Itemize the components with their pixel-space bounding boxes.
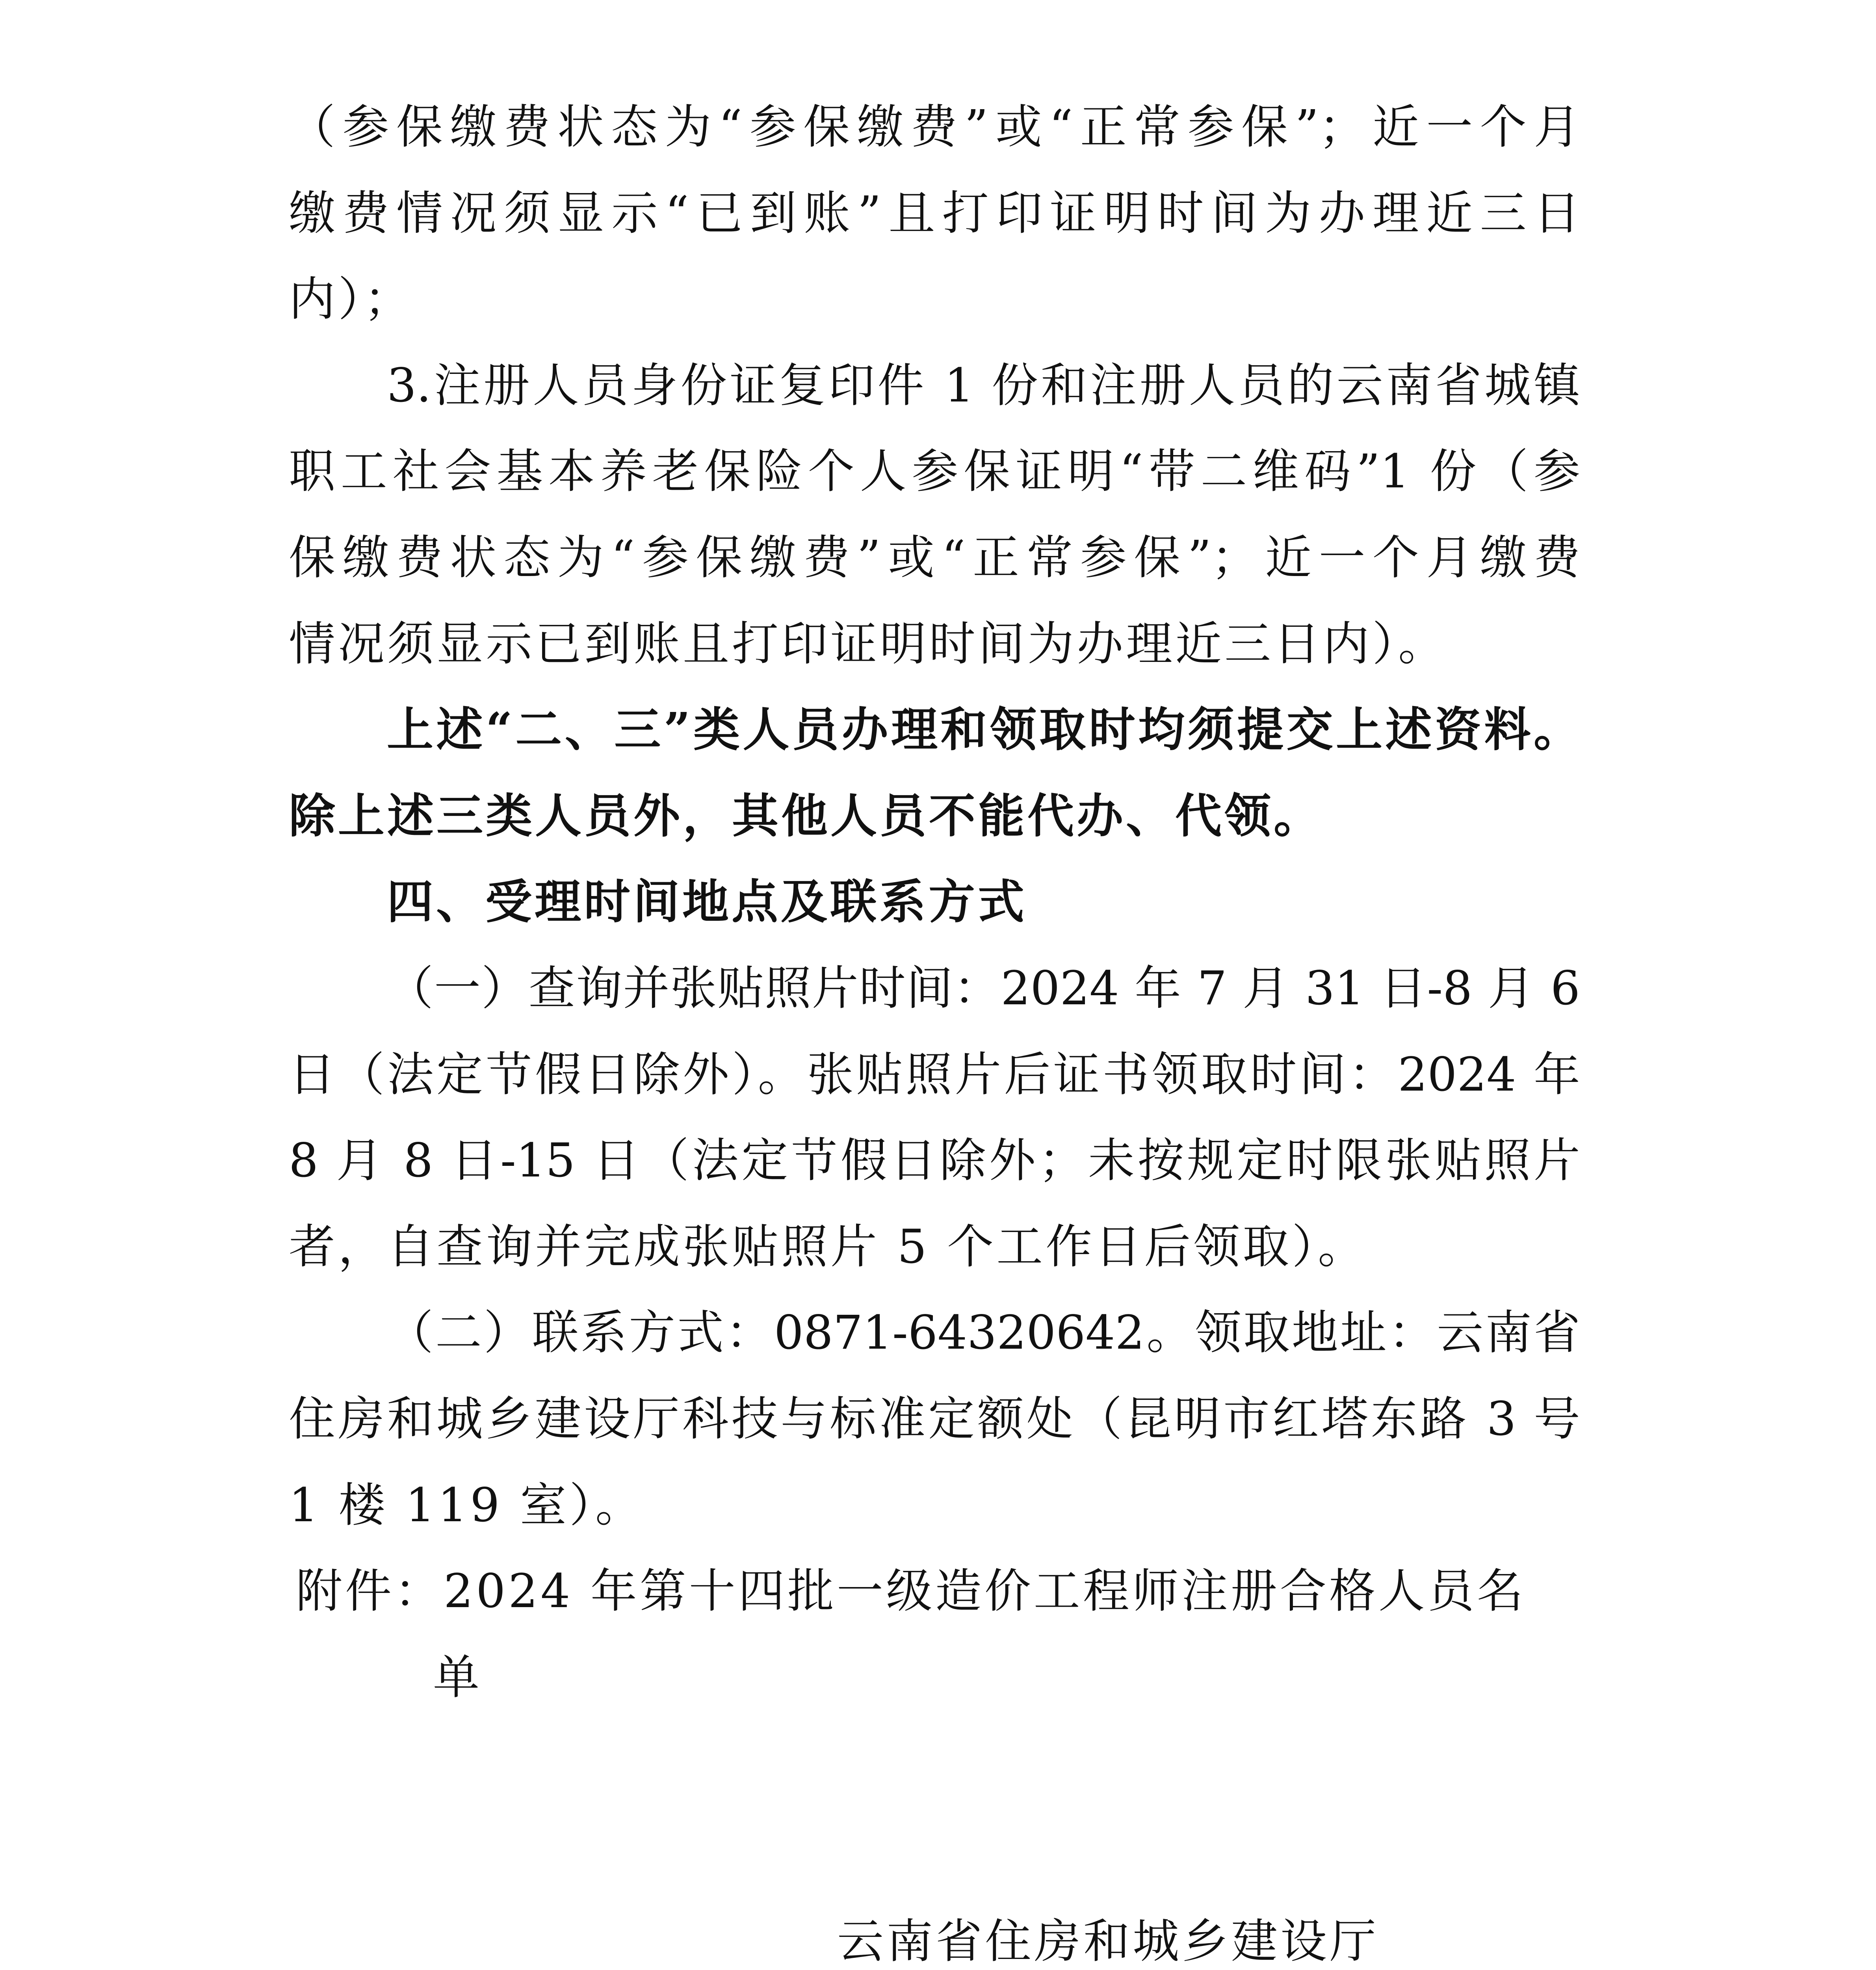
paragraph-line: 内）； (289, 272, 414, 327)
paragraph-line: 保缴费状态为“参保缴费”或“正常参保”；近一个月缴费 (289, 530, 1580, 585)
paragraph-line: 住房和城乡建设厅科技与标准定额处（昆明市红塔东路 3 号 (289, 1391, 1580, 1446)
paragraph-line: 上述“二、三”类人员办理和领取时均须提交上述资料。 (387, 702, 1580, 757)
paragraph (289, 342, 1580, 687)
signature-org: 云南省住房和城乡建设厅 (837, 1914, 1379, 1968)
paragraph (289, 945, 1580, 1290)
paragraph-line: 者，自查询并完成张贴照片 5 个工作日后领取）。 (289, 1219, 1367, 1274)
paragraph-line: （一）查询并张贴照片时间：2024 年 7 月 31 日-8 月 6 (387, 961, 1580, 1015)
section-heading: 四、受理时间地点及联系方式 (387, 874, 1027, 929)
paragraph-line: 职工社会基本养老保险个人参保证明“带二维码”1 份（参 (289, 444, 1580, 499)
paragraph-line: 8 月 8 日-15 日（法定节假日除外；未按规定时限张贴照片 (289, 1133, 1580, 1188)
attachment-line: 单 (433, 1650, 483, 1704)
paragraph-line: 情况须显示已到账且打印证明时间为办理近三日内）。 (289, 616, 1448, 671)
paragraph (289, 1290, 1580, 1548)
paragraph-line: 1 楼 119 室）。 (289, 1478, 645, 1532)
paragraph (289, 84, 1580, 342)
paragraph-line: 缴费情况须显示“已到账”且打印证明时间为办理近三日 (289, 186, 1580, 240)
paragraph-line: 除上述三类人员外，其他人员不能代办、代领。 (289, 788, 1323, 843)
paragraph-line: 日（法定节假日除外）。张贴照片后证书领取时间：2024 年 (289, 1047, 1580, 1102)
paragraph-line: （二）联系方式：0871-64320642。领取地址：云南省 (387, 1305, 1580, 1360)
paragraph-line: 3.注册人员身份证复印件 1 份和注册人员的云南省城镇 (387, 358, 1580, 413)
attachment-note (289, 1548, 1580, 1720)
paragraph-line: （参保缴费状态为“参保缴费”或“正常参保”；近一个月 (289, 100, 1580, 154)
emphasis-paragraph (289, 687, 1580, 859)
attachment-line: 附件：2024 年第十四批一级造价工程师注册合格人员名 (296, 1564, 1526, 1619)
body-text (289, 84, 1580, 1720)
